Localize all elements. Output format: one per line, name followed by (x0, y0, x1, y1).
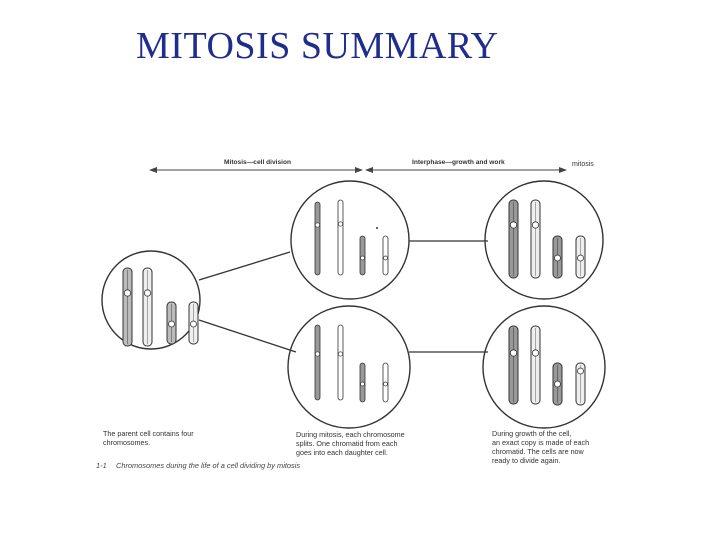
chromatid (315, 325, 320, 400)
connector-parent-bottom (199, 320, 296, 352)
page-title: MITOSIS SUMMARY (136, 25, 499, 67)
centromere (315, 223, 319, 227)
cell-membrane (288, 306, 410, 428)
centromere (191, 321, 197, 327)
figure-caption (96, 461, 300, 470)
centromere (384, 256, 388, 260)
centromere (338, 352, 342, 356)
centromere (555, 255, 561, 261)
centromere (532, 350, 538, 356)
caption-mitosis (296, 430, 405, 457)
cell-grown-bottom (483, 306, 605, 428)
centromere (578, 255, 584, 261)
centromere (361, 256, 365, 260)
caption-line: splits. One chromatid from each (296, 439, 398, 448)
mitosis-end-label: mitosis (572, 161, 594, 168)
figure-caption-text: Chromosomes during the life of a cell dividing by mitosis (116, 461, 301, 470)
cell-grown-top (485, 181, 603, 299)
caption-line: an exact copy is made of each (492, 438, 590, 447)
caption-line: The parent cell contains four (103, 429, 194, 438)
caption-parent (103, 429, 194, 447)
caption-growth (492, 429, 589, 465)
caption-line: chromatid. The cells are now (492, 447, 584, 456)
figure-number: 1-1 (96, 461, 107, 470)
mitosis-label: Mitosis—cell division (224, 159, 292, 166)
cell-daughter-bottom (288, 306, 410, 428)
chromatid (338, 325, 343, 400)
centromere (555, 381, 561, 387)
cell-daughter-top (291, 181, 409, 299)
centromere (510, 222, 516, 228)
caption-line: ready to divide again. (492, 456, 561, 465)
caption-line: chromosomes. (103, 438, 151, 447)
centromere (144, 290, 150, 296)
caption-line: During mitosis, each chromosome (296, 430, 405, 439)
caption-line: goes into each daughter cell. (296, 448, 388, 457)
chromatid (383, 236, 388, 275)
cell-parent (102, 251, 200, 349)
centromere (532, 222, 538, 228)
centromere (510, 350, 516, 356)
timeline (150, 157, 594, 170)
connectors (199, 241, 488, 352)
centromere (384, 382, 388, 386)
centromere (315, 352, 319, 356)
cell-membrane (291, 181, 409, 299)
connector-parent-top (199, 252, 290, 280)
centromere (578, 368, 584, 374)
chromatid (315, 202, 320, 275)
centromere (361, 382, 365, 386)
cell-membrane (483, 306, 605, 428)
chromatid (338, 200, 343, 275)
centromere (338, 222, 342, 226)
centromere (169, 321, 175, 327)
interphase-label: Interphase—growth and work (412, 159, 505, 166)
caption-line: During growth of the cell, (492, 429, 572, 438)
centromere (124, 290, 130, 296)
chromatid (360, 236, 365, 275)
